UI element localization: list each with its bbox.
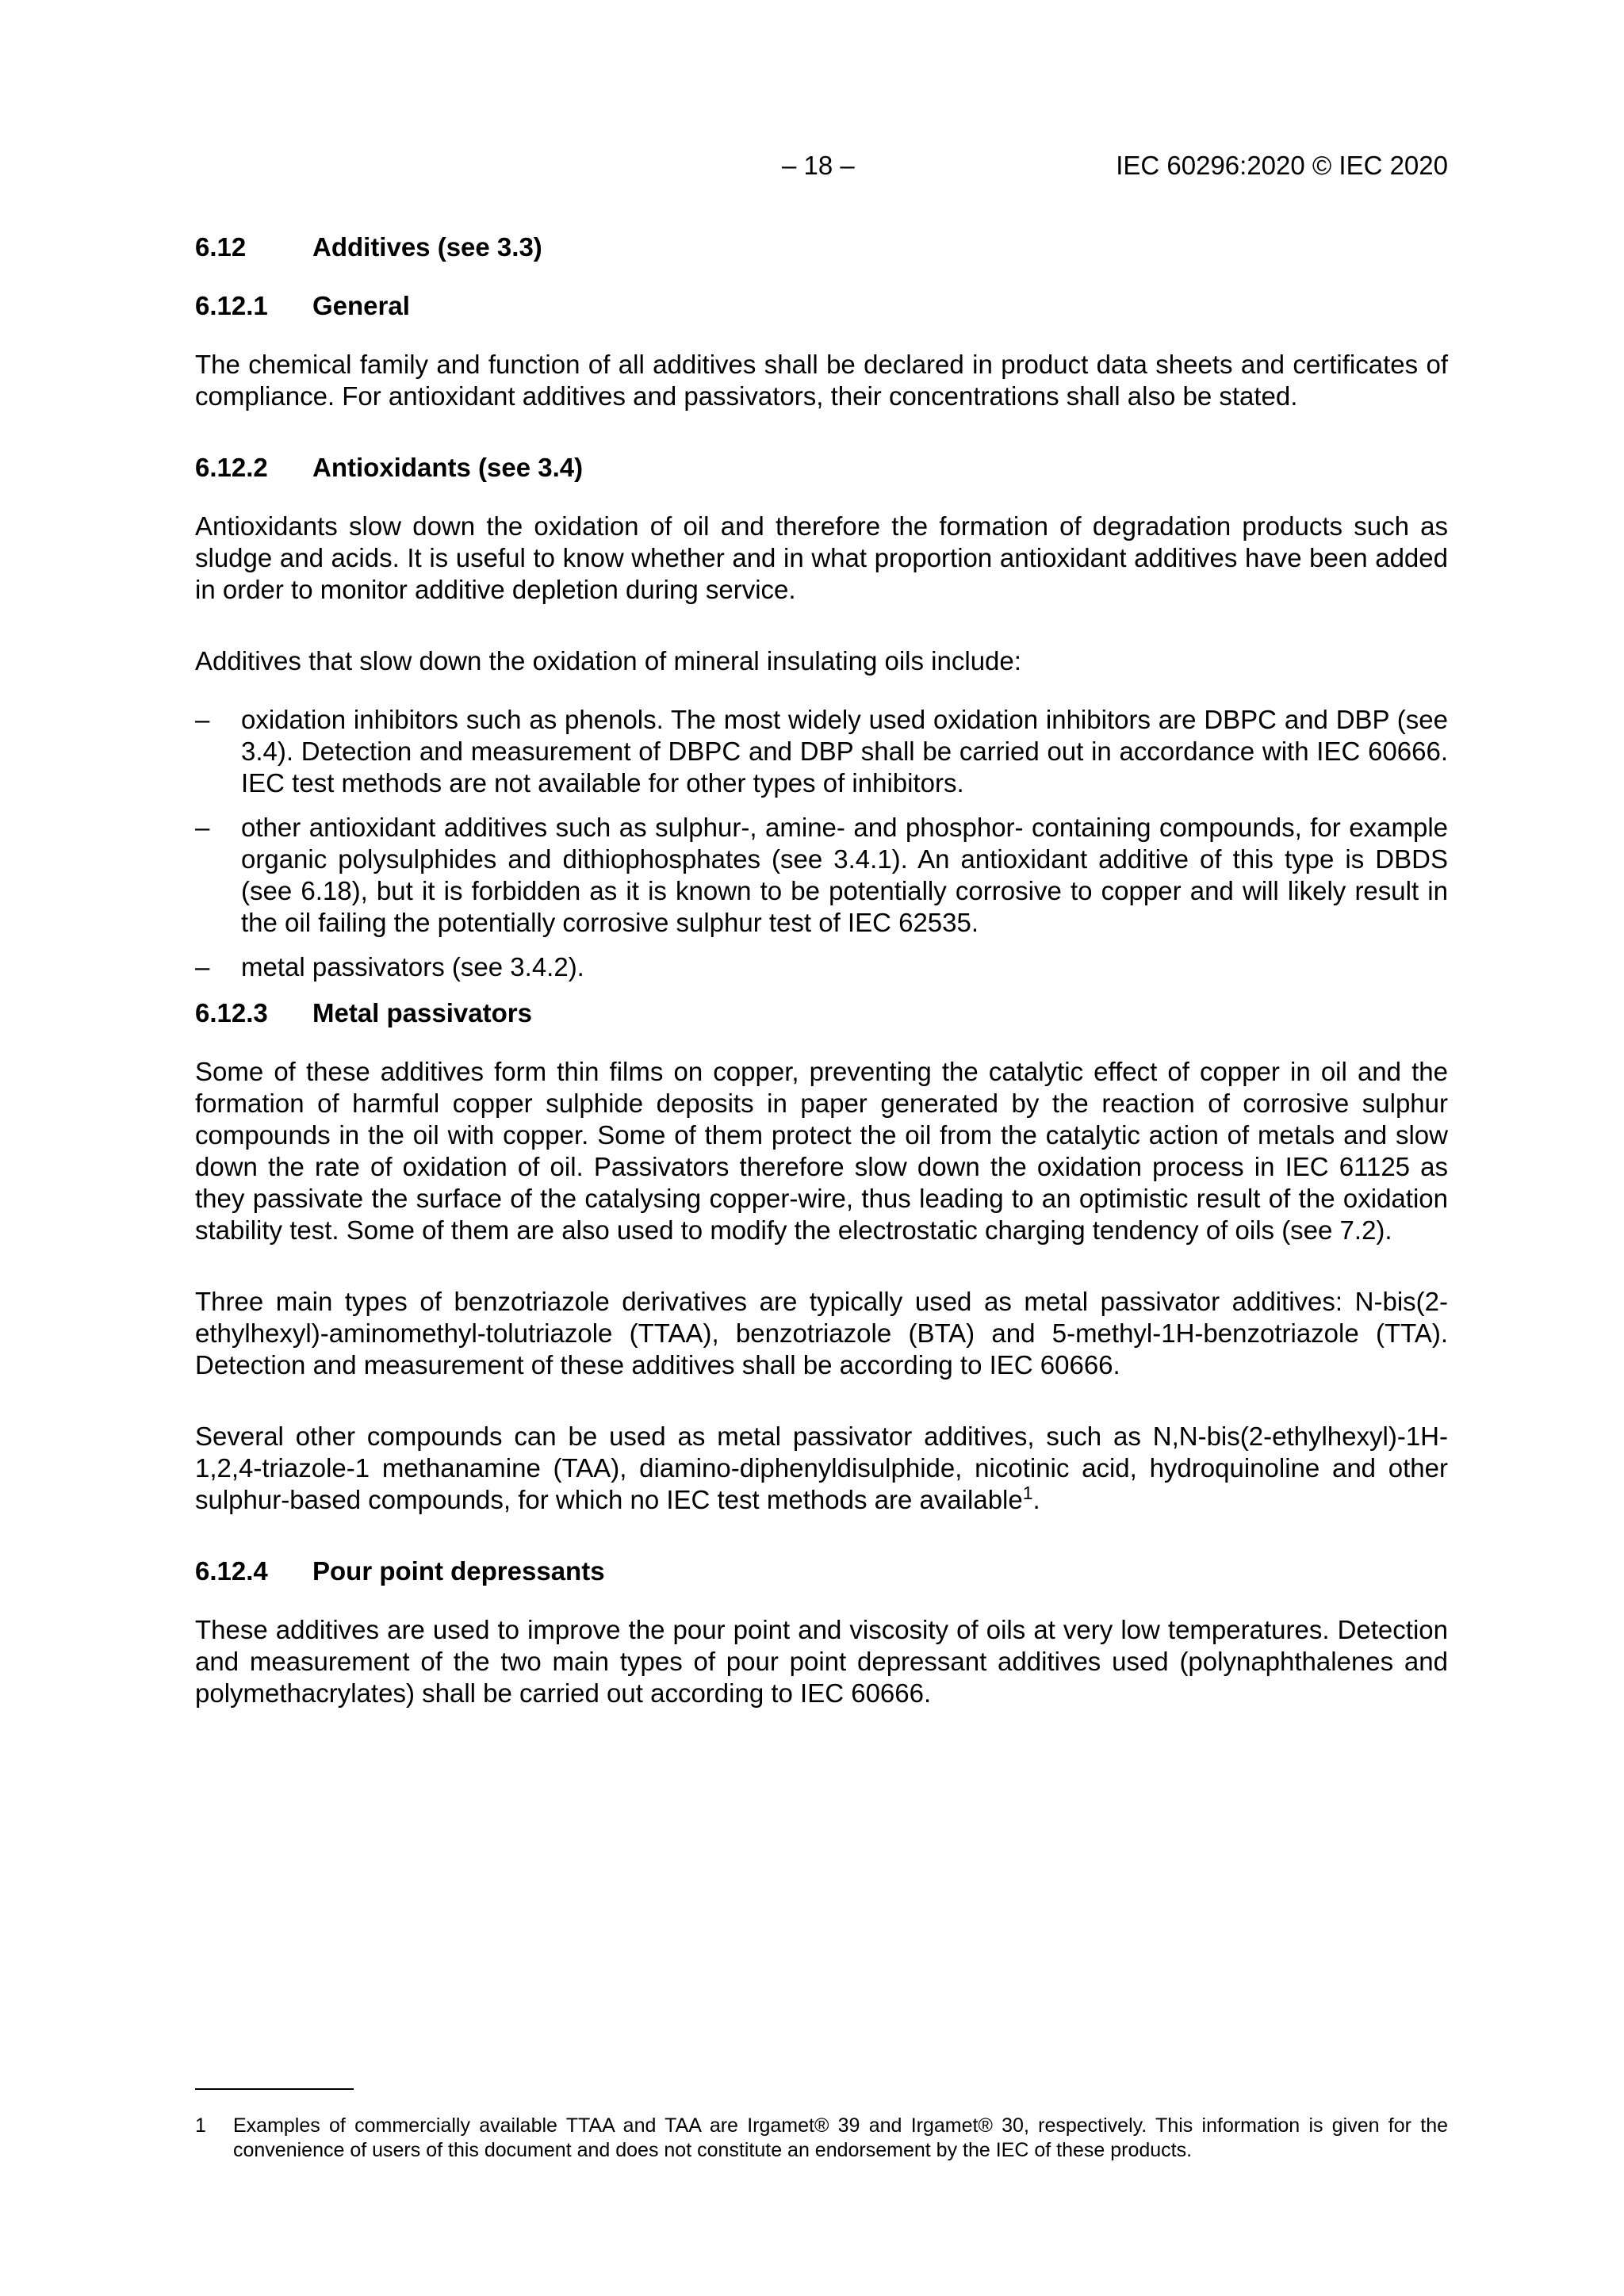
page-content <box>195 232 1448 1709</box>
list-dash: – <box>195 813 210 842</box>
heading-number: 6.12.4 <box>195 1556 268 1586</box>
list-item-text: metal passivators (see 3.4.2). <box>241 952 584 982</box>
page-header <box>195 151 1448 192</box>
heading-title: Pour point depressants <box>312 1556 605 1586</box>
list-item-text: oxidation inhibitors such as phenols. The most widely used oxidation inhibitors are DBPC and DBP (see 3.4). Detection and measurement of DBPC and DBP shall be carried out in accordance with IEC 60666. IEC test methods are not available for other types of inhibitors. <box>241 705 1448 798</box>
list-item <box>195 951 1448 983</box>
heading-title: Metal passivators <box>312 998 532 1027</box>
heading-6-12-4 <box>195 1556 1448 1587</box>
footnote-number: 1 <box>195 2114 206 2137</box>
paragraph-general: The chemical family and function of all additives shall be declared in product data sheets and certificates of compliance. For antioxidant additives and passivators, their concentrations shall also be stated. <box>195 350 1448 411</box>
list-item <box>195 812 1448 939</box>
heading-title: Additives (see 3.3) <box>312 232 542 262</box>
paragraph-end: . <box>1032 1485 1040 1514</box>
heading-number: 6.12 <box>195 232 247 262</box>
list-item-text: other antioxidant additives such as sulphur-, amine- and phosphor- containing compounds, for example organic polysulphides and dithiophosphates (see 3.4.1). An antioxidant additive of this type is DBDS (see 6.18), but it is forbidden as it is known to be potentially corrosive to copper and will likely result in the oil failing the potentially corrosive sulphur test of IEC 62535. <box>241 813 1448 937</box>
heading-number: 6.12.2 <box>195 453 268 482</box>
page-number: – 18 – <box>782 151 855 180</box>
paragraph-text: Several other compounds can be used as metal passivator additives, such as N,N-bis(2-ethylhexyl)-1H-1,2,4-triazole-1 methanamine (TAA), diamino-diphenyldisulphide, nicotinic acid, hydroquinoline and other sulphur-based compounds, for which no IEC test methods are available <box>195 1422 1448 1514</box>
heading-title: Antioxidants (see 3.4) <box>312 453 584 482</box>
paragraph-pour-point: These additives are used to improve the pour point and viscosity of oils at very low temperatures. Detection and measurement of the two main types of pour point depressant additives used (polynaphthalenes and polymethacrylates) shall be carried out according to IEC 60666. <box>195 1615 1448 1708</box>
heading-6-12 <box>195 232 1448 263</box>
list-item <box>195 704 1448 799</box>
heading-6-12-3 <box>195 997 1448 1029</box>
heading-6-12-2 <box>195 452 1448 484</box>
footnote-text: Examples of commercially available TTAA and TAA are Irgamet® 39 and Irgamet® 30, respectively. This information is given for the convenience of users of this document and does not constitute an endorsement by the IEC of these products. <box>233 2114 1448 2161</box>
paragraph-passivators-3 <box>195 1421 1448 1516</box>
list-dash: – <box>195 705 210 734</box>
footnote-reference[interactable]: 1 <box>1022 1483 1033 1503</box>
heading-title: General <box>312 291 410 320</box>
heading-number: 6.12.3 <box>195 998 268 1027</box>
paragraph-antioxidants-2: Additives that slow down the oxidation of mineral insulating oils include: <box>195 646 1021 675</box>
heading-number: 6.12.1 <box>195 291 268 320</box>
footnote <box>195 2114 1448 2163</box>
footnote-separator <box>195 2088 354 2090</box>
paragraph-antioxidants-1: Antioxidants slow down the oxidation of oil and therefore the formation of degradation products such as sludge and acids. It is useful to know whether and in what proportion antioxidant additives have been added in order to monitor additive depletion during service. <box>195 511 1448 604</box>
heading-6-12-1 <box>195 290 1448 322</box>
paragraph-passivators-2: Three main types of benzotriazole derivatives are typically used as metal passivator additives: N-bis(2-ethylhexyl)-aminomethyl-tolutriazole (TTAA), benzotriazole (BTA) and 5-methyl-1H-benzotriazole (TTA). Detection and measurement of these additives shall be according to IEC 60666. <box>195 1287 1448 1380</box>
additives-list <box>195 704 1448 983</box>
document-reference: IEC 60296:2020 © IEC 2020 <box>1116 151 1448 180</box>
list-dash: – <box>195 952 210 982</box>
paragraph-passivators-1: Some of these additives form thin films on copper, preventing the catalytic effect of copper in oil and the formation of harmful copper sulphide deposits in paper generated by the reaction of corrosive sulphur compounds in the oil with copper. Some of them protect the oil from the catalytic action of metals and slow down the rate of oxidation of oil. Passivators therefore slow down the oxidation process in IEC 61125 as they passivate the surface of the catalysing copper-wire, thus leading to an optimistic result of the oxidation stability test. Some of them are also used to modify the electrostatic charging tendency of oils (see 7.2). <box>195 1057 1448 1245</box>
